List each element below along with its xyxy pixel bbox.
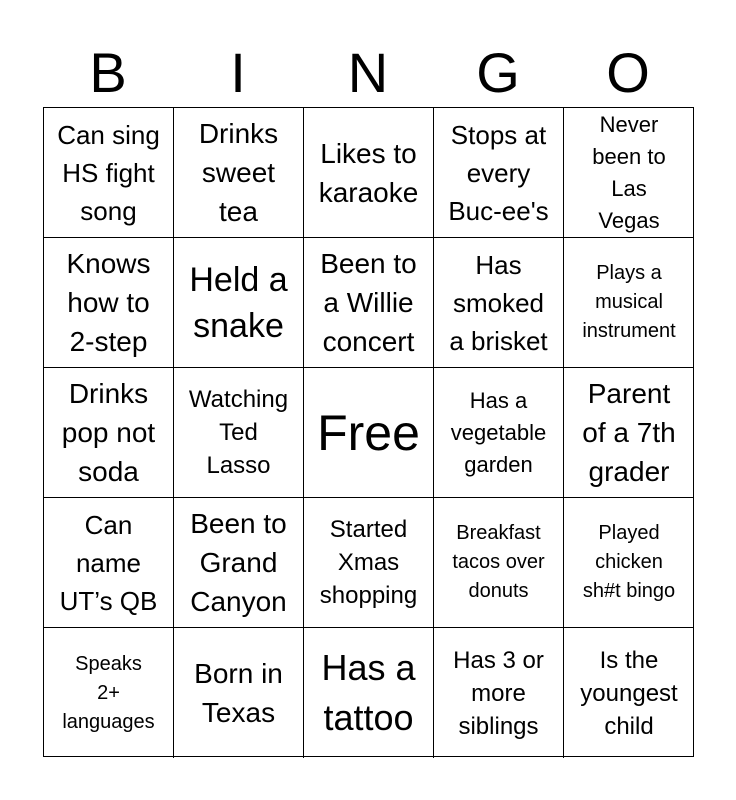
bingo-cell-label: Held a snake [189, 260, 288, 345]
bingo-cell-label: Knows how to 2-step [66, 248, 151, 357]
bingo-cell-label: Breakfast tacos over donuts [452, 522, 545, 602]
bingo-cell-label: Can sing HS fight song [57, 119, 160, 226]
bingo-cell-label: Plays a musical instrument [582, 262, 676, 342]
bingo-cell-r1-c3[interactable] [304, 108, 434, 238]
bingo-cell-r1-c1[interactable] [44, 108, 174, 238]
bingo-cell-r4-c5[interactable] [564, 498, 694, 628]
bingo-cell-label: Likes to karaoke [318, 137, 419, 208]
bingo-board [43, 107, 694, 757]
bingo-cell-r4-c4[interactable] [434, 498, 564, 628]
bingo-cell-label: Drinks sweet tea [198, 118, 279, 227]
header-letter-o: O [606, 41, 650, 104]
bingo-cell-r1-c2[interactable] [174, 108, 304, 238]
bingo-cell-r5-c3[interactable] [304, 628, 434, 758]
header-letter-i: I [230, 41, 246, 104]
bingo-cell-label: Born in Texas [194, 658, 283, 728]
bingo-cell-r5-c5[interactable] [564, 628, 694, 758]
bingo-header [43, 38, 693, 108]
bingo-cell-r4-c1[interactable] [44, 498, 174, 628]
bingo-cell-label: Drinks pop not soda [61, 378, 156, 487]
bingo-cell-label: Has 3 or more siblings [453, 646, 544, 740]
header-letter-b: B [89, 41, 127, 104]
bingo-cell-r2-c3[interactable] [304, 238, 434, 368]
bingo-cell-r5-c1[interactable] [44, 628, 174, 758]
bingo-cell-r3-c5[interactable] [564, 368, 694, 498]
bingo-cell-r3-c1[interactable] [44, 368, 174, 498]
header-letter-g: G [476, 41, 520, 104]
bingo-cell-label: Stops at every Buc-ee's [448, 119, 549, 226]
bingo-cell-label: Watching Ted Lasso [188, 386, 289, 479]
header-letter-n: N [347, 41, 389, 104]
bingo-cell-r5-c2[interactable] [174, 628, 304, 758]
bingo-cell-r4-c3[interactable] [304, 498, 434, 628]
bingo-cell-label: Been to a Willie concert [320, 248, 417, 357]
bingo-cell-r2-c1[interactable] [44, 238, 174, 368]
bingo-cell-label: Played chicken sh#t bingo [582, 522, 676, 602]
bingo-cell-label: Can name UT’s QB [59, 509, 158, 616]
bingo-cell-r2-c2[interactable] [174, 238, 304, 368]
bingo-cell-r3-c4[interactable] [434, 368, 564, 498]
bingo-cell-r4-c2[interactable] [174, 498, 304, 628]
bingo-cell-label: Is the youngest child [580, 646, 678, 740]
bingo-cell-label: Never been to Las Vegas [592, 111, 666, 233]
bingo-cell-label: Speaks 2+ languages [62, 652, 155, 733]
bingo-cell-label: Been to Grand Canyon [190, 508, 287, 617]
bingo-cell-label: Has smoked a brisket [449, 249, 548, 356]
bingo-cell-label: Started Xmas shopping [319, 516, 418, 609]
bingo-cell-label: Has a vegetable garden [450, 387, 547, 477]
bingo-cell-r1-c5[interactable] [564, 108, 694, 238]
bingo-cell-free: Free [317, 404, 420, 461]
bingo-cell-r3-c2[interactable] [174, 368, 304, 498]
bingo-cell-r2-c5[interactable] [564, 238, 694, 368]
bingo-cell-r1-c4[interactable] [434, 108, 564, 238]
bingo-cell-r5-c4[interactable] [434, 628, 564, 758]
bingo-cell-r3-c3[interactable] [304, 368, 434, 498]
bingo-cell-label: Has a tattoo [321, 647, 416, 738]
bingo-cell-r2-c4[interactable] [434, 238, 564, 368]
bingo-cell-label: Parent of a 7th grader [582, 378, 676, 487]
